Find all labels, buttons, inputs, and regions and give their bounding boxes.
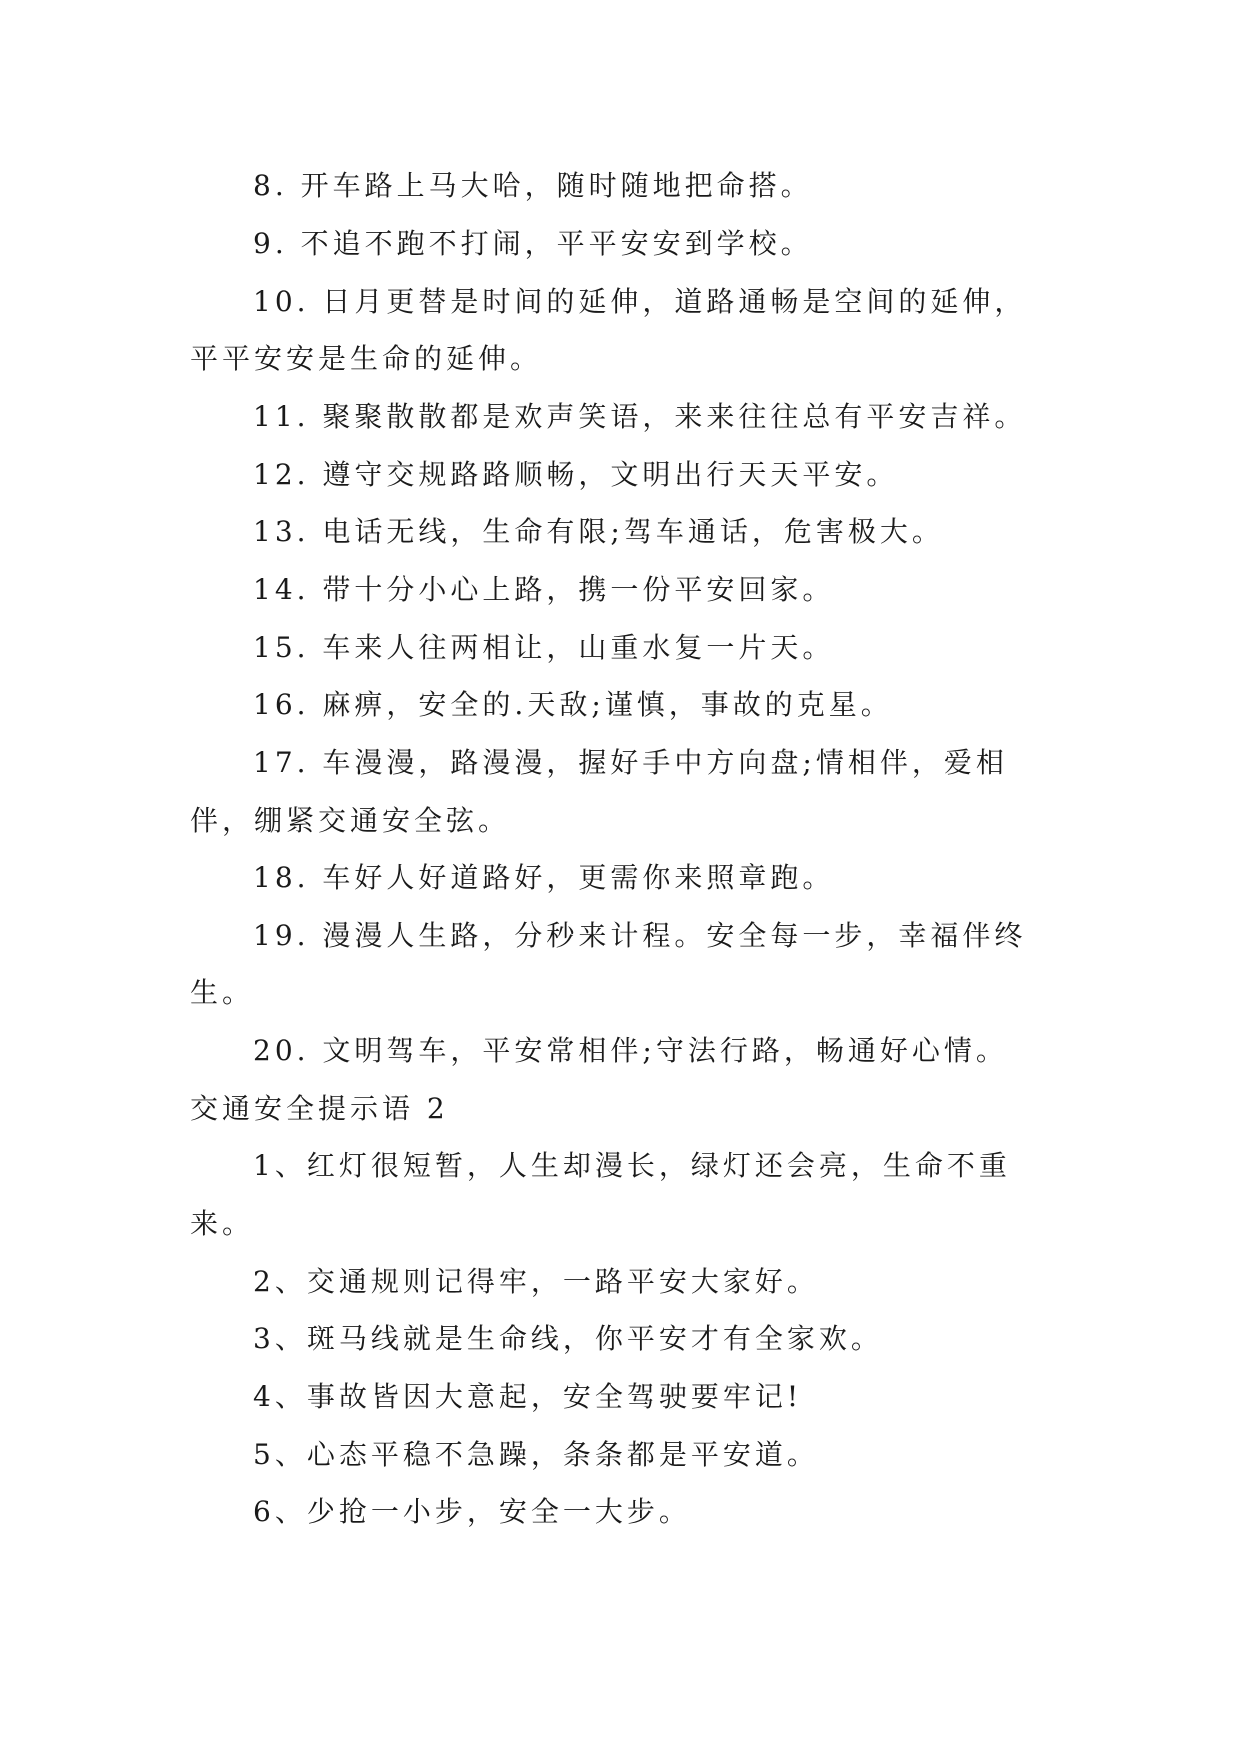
tip-6: 6、少抢一小步，安全一大步。: [253, 1495, 691, 1528]
slogan-13: 13. 电话无线，生命有限;驾车通话，危害极大。: [253, 515, 944, 548]
section-heading: 交通安全提示语 2: [190, 1092, 449, 1125]
tip-5: 5、心态平稳不急躁，条条都是平安道。: [253, 1438, 819, 1471]
slogan-19-line-1: 19. 漫漫人生路，分秒来计程。安全每一步，幸福伴终: [253, 919, 1027, 952]
slogan-14: 14. 带十分小心上路，携一份平安回家。: [253, 573, 835, 606]
slogan-20: 20. 文明驾车，平安常相伴;守法行路，畅通好心情。: [253, 1034, 1008, 1067]
slogan-16: 16. 麻痹，安全的.天敌;谨慎，事故的克星。: [253, 688, 893, 721]
slogan-18: 18. 车好人好道路好，更需你来照章跑。: [253, 861, 835, 894]
slogan-15: 15. 车来人往两相让，山重水复一片天。: [253, 631, 835, 664]
slogan-19-line-2: 生。: [190, 976, 255, 1009]
slogan-8: 8. 开车路上马大哈，随时随地把命搭。: [253, 169, 813, 202]
slogan-17-line-1: 17. 车漫漫，路漫漫，握好手中方向盘;情相伴，爱相: [253, 746, 1008, 779]
tip-2: 2、交通规则记得牢，一路平安大家好。: [253, 1265, 819, 1298]
slogan-11: 11. 聚聚散散都是欢声笑语，来来往往总有平安吉祥。: [253, 400, 1027, 433]
tip-1-line-1: 1、红灯很短暂，人生却漫长，绿灯还会亮，生命不重: [253, 1149, 1011, 1182]
slogan-10-line-2: 平平安安是生命的延伸。: [190, 342, 543, 375]
tip-1-line-2: 来。: [190, 1207, 255, 1240]
slogan-17-line-2: 伴，绷紧交通安全弦。: [190, 804, 511, 837]
slogan-12: 12. 遵守交规路路顺畅，文明出行天天平安。: [253, 458, 899, 491]
slogan-10-line-1: 10. 日月更替是时间的延伸，道路通畅是空间的延伸，: [253, 285, 1027, 318]
slogan-9: 9. 不追不跑不打闹，平平安安到学校。: [253, 227, 813, 260]
tip-3: 3、斑马线就是生命线，你平安才有全家欢。: [253, 1322, 883, 1355]
tip-4: 4、事故皆因大意起，安全驾驶要牢记!: [253, 1380, 803, 1413]
